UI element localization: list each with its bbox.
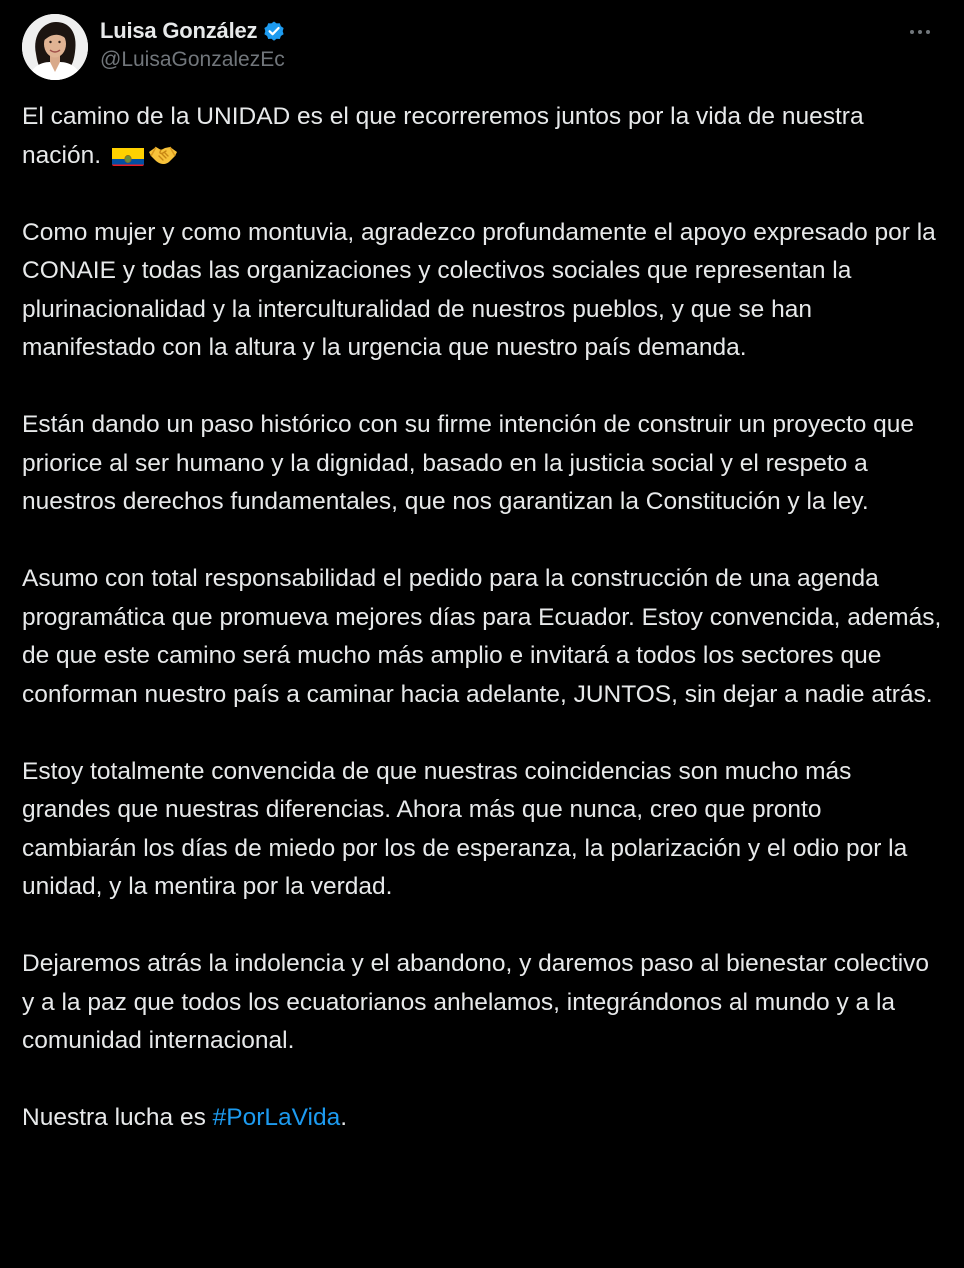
tweet-paragraph: Asumo con total responsabilidad el pedido para la construcción de una agenda programática que promueva mejores días para Ecuador. Estoy convencida, además, de que este camino será mucho más amplio e invitará a todos los sectores que conforman nuestro país a caminar hacia adelante, JUNTOS, sin dejar a nadie atrás. (22, 565, 942, 708)
tweet-paragraph (22, 1099, 942, 1138)
ecuador-flag-icon (112, 144, 144, 166)
paragraph-text: El camino de la UNIDAD es el que recorreremos juntos por la vida de nuestra nación. (22, 103, 864, 169)
profile-photo-icon[interactable] (22, 14, 88, 80)
hashtag-link[interactable]: #PorLaVida (212, 1104, 341, 1131)
tweet-paragraph: Estoy totalmente convencida de que nuestras coincidencias son mucho más grandes que nuestras diferencias. Ahora más que nunca, creo que pronto cambiarán los días de miedo por los de esperanza, la polarización y el odio por la unidad, y la mentira por la verdad. (22, 757, 908, 900)
paragraph-text: . (340, 1104, 348, 1131)
tweet-header (22, 12, 942, 82)
tweet-text (22, 98, 942, 1138)
more-options-icon[interactable] (900, 20, 940, 44)
display-name-row (100, 16, 286, 46)
tweet-paragraph (22, 98, 942, 175)
tweet-paragraph: Dejaremos atrás la indolencia y el abandono, y daremos paso al bienestar colectivo y a la paz que todos los ecuatorianos anhelamos, integrándonos al mundo y a la comunidad internacional. (22, 950, 930, 1054)
paragraph-text: Nuestra lucha es (22, 1104, 213, 1131)
tweet-paragraph: Están dando un paso histórico con su firme intención de construir un proyecto que priorice al ser humano y la dignidad, basado en la justicia social y el respeto a nuestros derechos fundamentales, que nos garantizan la Constitución y la ley. (22, 411, 915, 515)
verified-badge-icon[interactable] (262, 19, 286, 43)
author-display-name[interactable]: Luisa González (100, 18, 258, 43)
author-names (100, 16, 286, 72)
handshake-icon (148, 140, 178, 162)
author-handle[interactable]: @LuisaGonzalezEc (100, 48, 285, 71)
tweet-paragraph: Como mujer y como montuvia, agradezco profundamente el apoyo expresado por la CONAIE y todas las organizaciones y colectivos sociales que representan la plurinacionalidad y la interculturalidad de nuestros pueblos, y que se han manifestado con la altura y la urgencia que nuestro país demanda. (22, 218, 936, 361)
